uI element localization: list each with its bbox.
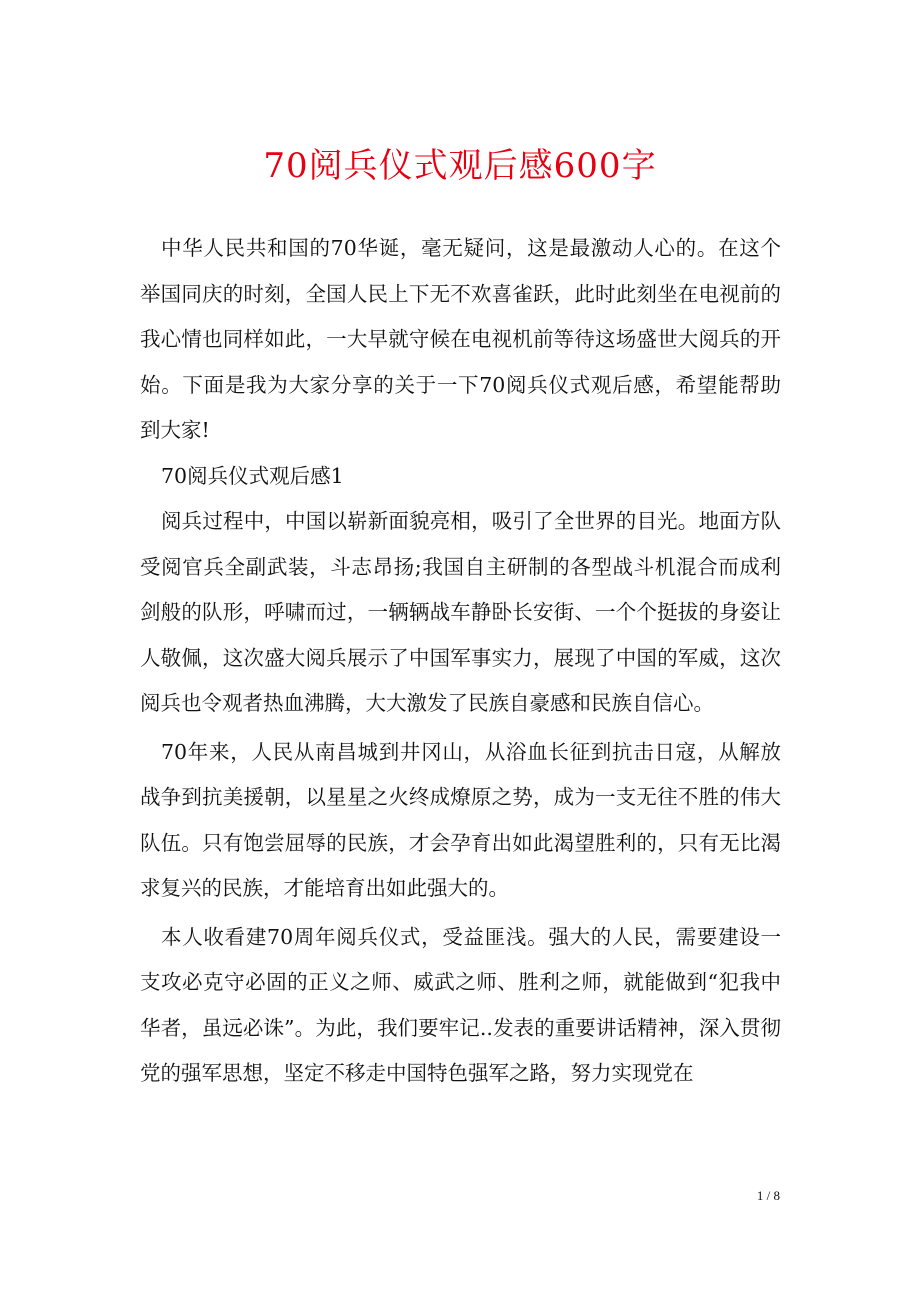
page-number: 1 / 8: [756, 1188, 780, 1203]
section-heading: 70阅兵仪式观后感1: [161, 463, 344, 488]
document-title: 70阅兵仪式观后感600字: [263, 146, 657, 186]
document-body: [140, 226, 781, 1097]
paragraph-3: 本人收看建70周年阅兵仪式，受益匪浅。强大的人民，需要建设一支攻必克守必固的正义之师、威武之师、胜利之师，就能做到“犯我中华者，虽远必诛”。为此，我们要牢记..发表的重要讲话精神，深入贯彻党的强军思想，坚定不移走中国特色强军之路，努力实现党在: [140, 924, 781, 1085]
paragraph-2: 70年来，人民从南昌城到井冈山，从浴血长征到抗击日寇，从解放战争到抗美援朝，以星星之火终成燎原之势，成为一支无往不胜的伟大队伍。只有饱尝屈辱的民族，才会孕育出如此渴望胜利的，只有无比渴求复兴的民族，才能培育出如此强大的。: [140, 739, 781, 900]
paragraph-1: 阅兵过程中，中国以崭新面貌亮相，吸引了全世界的目光。地面方队受阅官兵全副武装，斗志昂扬;我国自主研制的各型战斗机混合而成利剑般的队形，呼啸而过，一辆辆战车静卧长安街、一个个挺拔的身姿让人敬佩，这次盛大阅兵展示了中国军事实力，展现了中国的军威，这次阅兵也令观者热血沸腾，大大激发了民族自豪感和民族自信心。: [140, 509, 781, 715]
paragraph-intro: 中华人民共和国的70华诞，毫无疑问，这是最激动人心的。在这个举国同庆的时刻，全国人民上下无不欢喜雀跃，此时此刻坐在电视前的我心情也同样如此，一大早就守候在电视机前等待这场盛世大阅兵的开始。下面是我为大家分享的关于一下70阅兵仪式观后感，希望能帮助到大家!: [140, 236, 781, 442]
